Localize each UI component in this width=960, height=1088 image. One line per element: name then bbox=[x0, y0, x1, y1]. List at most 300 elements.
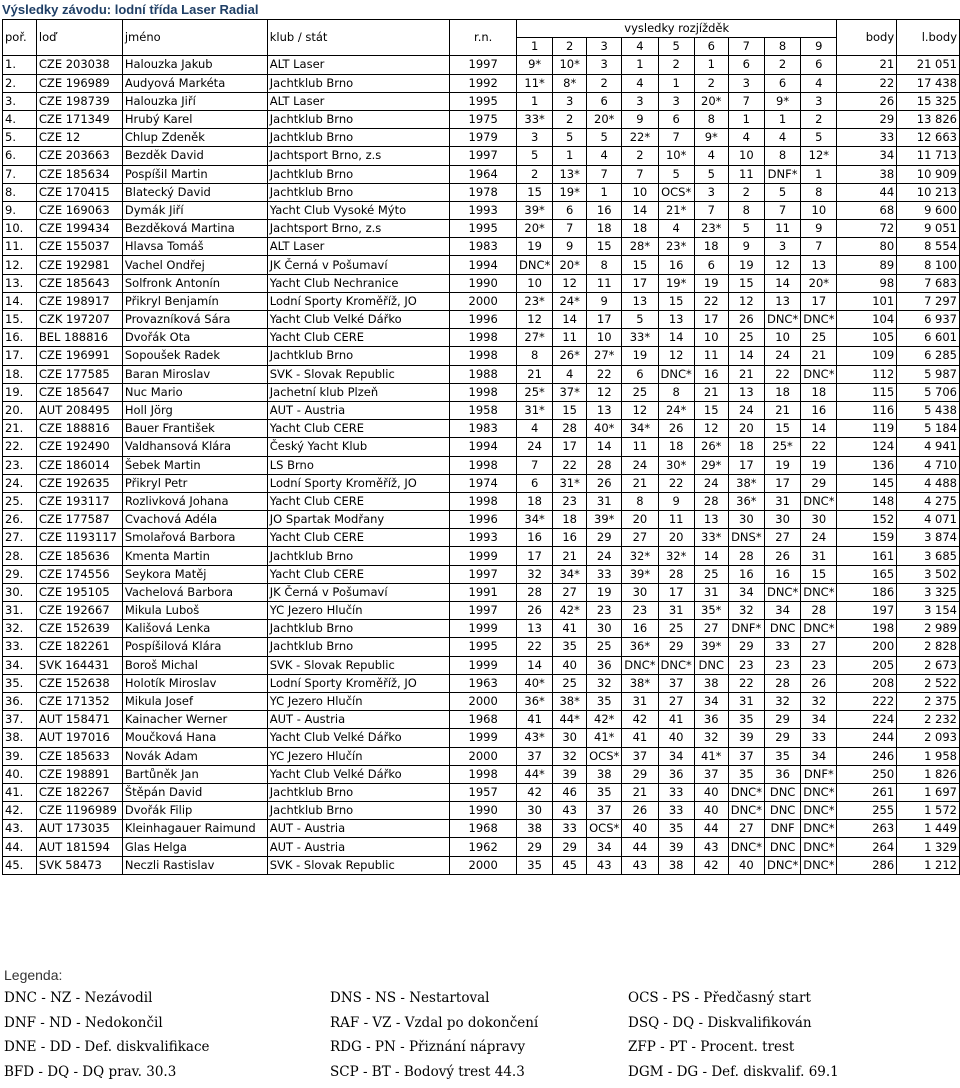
cell-lod: CZE 203038 bbox=[36, 56, 122, 74]
cell-race-6: 28 bbox=[694, 492, 728, 510]
cell-race-5: 19* bbox=[658, 274, 694, 292]
cell-race-4: 24 bbox=[622, 456, 658, 474]
cell-race-1: 27* bbox=[516, 329, 552, 347]
table-row bbox=[3, 602, 960, 620]
header-body: body bbox=[837, 20, 897, 56]
cell-race-2: 10* bbox=[553, 56, 587, 74]
cell-lbody: 3 154 bbox=[897, 602, 960, 620]
cell-rn: 1994 bbox=[450, 438, 517, 456]
cell-lod: CZE 185634 bbox=[36, 165, 122, 183]
cell-race-9: 28 bbox=[801, 602, 837, 620]
cell-race-5: 41 bbox=[658, 711, 694, 729]
cell-race-2: 40 bbox=[553, 656, 587, 674]
cell-lbody: 21 051 bbox=[897, 56, 960, 74]
cell-klub: Yacht Club CERE bbox=[267, 565, 450, 583]
cell-race-6: 41* bbox=[694, 747, 728, 765]
cell-race-8: 29 bbox=[764, 729, 800, 747]
cell-body: 116 bbox=[837, 401, 897, 419]
cell-race-8: DNC* bbox=[764, 583, 800, 601]
cell-race-6: 31 bbox=[694, 583, 728, 601]
cell-race-1: 16 bbox=[516, 529, 552, 547]
cell-race-4: 21 bbox=[622, 783, 658, 801]
cell-jmeno: Seykora Matěj bbox=[122, 565, 267, 583]
cell-race-7: 40 bbox=[728, 856, 764, 874]
cell-lbody: 6 285 bbox=[897, 347, 960, 365]
header-race-3: 3 bbox=[587, 38, 622, 56]
cell-lbody: 10 909 bbox=[897, 165, 960, 183]
cell-race-3: 14 bbox=[587, 438, 622, 456]
cell-race-5: 6 bbox=[658, 110, 694, 128]
cell-race-8: 3 bbox=[764, 238, 800, 256]
cell-race-7: 29 bbox=[728, 638, 764, 656]
results-table bbox=[2, 19, 960, 875]
cell-lod: CZE 203663 bbox=[36, 147, 122, 165]
cell-race-1: 32 bbox=[516, 565, 552, 583]
cell-lbody: 5 184 bbox=[897, 420, 960, 438]
cell-race-1: DNC* bbox=[516, 256, 552, 274]
legend-row bbox=[4, 1064, 954, 1088]
cell-body: 250 bbox=[837, 765, 897, 783]
cell-lbody: 5 706 bbox=[897, 383, 960, 401]
cell-jmeno: Solfronk Antonín bbox=[122, 274, 267, 292]
cell-race-3: 30 bbox=[587, 620, 622, 638]
cell-race-6: 38 bbox=[694, 674, 728, 692]
cell-race-3: 8 bbox=[587, 256, 622, 274]
cell-por: 25. bbox=[3, 492, 37, 510]
cell-lod: CZE 192667 bbox=[36, 602, 122, 620]
cell-race-7: 26 bbox=[728, 311, 764, 329]
cell-race-9: DNC* bbox=[801, 492, 837, 510]
cell-race-4: 20 bbox=[622, 511, 658, 529]
cell-race-1: 2 bbox=[516, 165, 552, 183]
cell-jmeno: Rozlivková Johana bbox=[122, 492, 267, 510]
cell-body: 29 bbox=[837, 110, 897, 128]
cell-klub: Yacht Club CERE bbox=[267, 420, 450, 438]
cell-race-7: 23 bbox=[728, 656, 764, 674]
cell-race-7: 8 bbox=[728, 201, 764, 219]
table-row bbox=[3, 838, 960, 856]
cell-race-7: 11 bbox=[728, 165, 764, 183]
cell-race-4: 29 bbox=[622, 765, 658, 783]
cell-race-3: 7 bbox=[587, 165, 622, 183]
table-row bbox=[3, 674, 960, 692]
cell-body: 145 bbox=[837, 474, 897, 492]
cell-race-2: 4 bbox=[553, 365, 587, 383]
cell-race-8: 1 bbox=[764, 110, 800, 128]
cell-race-5: 14 bbox=[658, 329, 694, 347]
cell-race-3: 3 bbox=[587, 56, 622, 74]
cell-jmeno: Novák Adam bbox=[122, 747, 267, 765]
cell-race-5: 5 bbox=[658, 165, 694, 183]
cell-lod: CZE 192635 bbox=[36, 474, 122, 492]
cell-race-3: 13 bbox=[587, 401, 622, 419]
cell-lbody: 4 941 bbox=[897, 438, 960, 456]
cell-race-4: DNC* bbox=[622, 656, 658, 674]
cell-race-5: 28 bbox=[658, 565, 694, 583]
header-lbody: l.body bbox=[897, 20, 960, 56]
cell-race-8: 19 bbox=[764, 456, 800, 474]
cell-race-4: 21 bbox=[622, 474, 658, 492]
table-row bbox=[3, 511, 960, 529]
cell-body: 186 bbox=[837, 583, 897, 601]
cell-race-3: 12 bbox=[587, 383, 622, 401]
table-row bbox=[3, 656, 960, 674]
cell-race-6: 17 bbox=[694, 311, 728, 329]
cell-por: 5. bbox=[3, 129, 37, 147]
cell-lod: CZE 1193117 bbox=[36, 529, 122, 547]
cell-race-5: 37 bbox=[658, 674, 694, 692]
cell-race-7: 3 bbox=[728, 74, 764, 92]
legend-row bbox=[4, 1015, 954, 1040]
cell-race-9: DNC* bbox=[801, 856, 837, 874]
cell-jmeno: Boroš Michal bbox=[122, 656, 267, 674]
cell-race-1: 1 bbox=[516, 92, 552, 110]
cell-lod: CZE 174556 bbox=[36, 565, 122, 583]
cell-klub: Yacht Club Velké Dářko bbox=[267, 729, 450, 747]
cell-klub: Jachtklub Brno bbox=[267, 165, 450, 183]
cell-por: 11. bbox=[3, 238, 37, 256]
cell-body: 246 bbox=[837, 747, 897, 765]
cell-lod: CZE 177587 bbox=[36, 511, 122, 529]
cell-lod: CZE 185633 bbox=[36, 747, 122, 765]
cell-rn: 1974 bbox=[450, 474, 517, 492]
cell-race-7: 12 bbox=[728, 292, 764, 310]
header-jmeno: jméno bbox=[122, 20, 267, 56]
cell-race-7: 2 bbox=[728, 183, 764, 201]
cell-race-8: 24 bbox=[764, 347, 800, 365]
cell-race-8: 12 bbox=[764, 256, 800, 274]
cell-race-4: 8 bbox=[622, 492, 658, 510]
cell-rn: 1999 bbox=[450, 656, 517, 674]
cell-race-6: 2 bbox=[694, 74, 728, 92]
cell-lbody: 6 937 bbox=[897, 311, 960, 329]
cell-por: 41. bbox=[3, 783, 37, 801]
cell-lod: CZE 198739 bbox=[36, 92, 122, 110]
cell-race-8: 7 bbox=[764, 201, 800, 219]
cell-klub: Jachtklub Brno bbox=[267, 129, 450, 147]
cell-race-4: 40 bbox=[622, 820, 658, 838]
cell-race-6: 6 bbox=[694, 256, 728, 274]
cell-race-4: 31 bbox=[622, 692, 658, 710]
cell-lod: AUT 158471 bbox=[36, 711, 122, 729]
cell-race-1: 37 bbox=[516, 747, 552, 765]
cell-race-9: 5 bbox=[801, 129, 837, 147]
cell-race-9: DNC* bbox=[801, 620, 837, 638]
cell-race-4: 1 bbox=[622, 56, 658, 74]
cell-rn: 1995 bbox=[450, 220, 517, 238]
cell-race-3: 36 bbox=[587, 656, 622, 674]
cell-race-9: 27 bbox=[801, 638, 837, 656]
cell-race-9: 3 bbox=[801, 92, 837, 110]
cell-race-4: 32* bbox=[622, 547, 658, 565]
cell-body: 115 bbox=[837, 383, 897, 401]
cell-body: 101 bbox=[837, 292, 897, 310]
cell-rn: 1990 bbox=[450, 802, 517, 820]
cell-rn: 1997 bbox=[450, 56, 517, 74]
cell-por: 37. bbox=[3, 711, 37, 729]
cell-rn: 1998 bbox=[450, 456, 517, 474]
cell-body: 72 bbox=[837, 220, 897, 238]
cell-race-3: 25 bbox=[587, 638, 622, 656]
cell-por: 29. bbox=[3, 565, 37, 583]
cell-race-8: 31 bbox=[764, 492, 800, 510]
cell-jmeno: Glas Helga bbox=[122, 838, 267, 856]
cell-race-6: 35* bbox=[694, 602, 728, 620]
cell-race-2: 19* bbox=[553, 183, 587, 201]
cell-race-9: 16 bbox=[801, 401, 837, 419]
cell-klub: Jachtklub Brno bbox=[267, 110, 450, 128]
table-row bbox=[3, 74, 960, 92]
cell-lod: CZE 185643 bbox=[36, 274, 122, 292]
cell-klub: Yacht Club CERE bbox=[267, 492, 450, 510]
cell-race-8: 16 bbox=[764, 565, 800, 583]
cell-rn: 1997 bbox=[450, 147, 517, 165]
cell-jmeno: Šebek Martin bbox=[122, 456, 267, 474]
cell-race-6: 10 bbox=[694, 329, 728, 347]
cell-race-5: DNC* bbox=[658, 656, 694, 674]
cell-por: 23. bbox=[3, 456, 37, 474]
cell-race-8: 28 bbox=[764, 674, 800, 692]
cell-race-2: 20* bbox=[553, 256, 587, 274]
cell-por: 17. bbox=[3, 347, 37, 365]
cell-race-8: 23 bbox=[764, 656, 800, 674]
cell-race-5: 39 bbox=[658, 838, 694, 856]
cell-race-6: 25 bbox=[694, 565, 728, 583]
cell-race-1: 4 bbox=[516, 420, 552, 438]
cell-race-1: 30 bbox=[516, 802, 552, 820]
cell-race-8: 5 bbox=[764, 183, 800, 201]
cell-race-9: 20* bbox=[801, 274, 837, 292]
cell-por: 34. bbox=[3, 656, 37, 674]
cell-race-2: 34* bbox=[553, 565, 587, 583]
header-lod: loď bbox=[36, 20, 122, 56]
cell-race-3: 40* bbox=[587, 420, 622, 438]
cell-por: 30. bbox=[3, 583, 37, 601]
cell-race-3: 39* bbox=[587, 511, 622, 529]
table-row bbox=[3, 147, 960, 165]
cell-klub: YC Jezero Hlučín bbox=[267, 747, 450, 765]
cell-body: 89 bbox=[837, 256, 897, 274]
cell-race-7: DNS* bbox=[728, 529, 764, 547]
cell-klub: AUT - Austria bbox=[267, 838, 450, 856]
cell-klub: Yacht Club Velké Dářko bbox=[267, 765, 450, 783]
cell-race-1: 44* bbox=[516, 765, 552, 783]
cell-race-8: DNC* bbox=[764, 856, 800, 874]
cell-race-5: 17 bbox=[658, 583, 694, 601]
cell-race-5: 1 bbox=[658, 74, 694, 92]
cell-race-6: 9* bbox=[694, 129, 728, 147]
cell-race-7: 34 bbox=[728, 583, 764, 601]
cell-rn: 1979 bbox=[450, 129, 517, 147]
cell-race-5: 33 bbox=[658, 783, 694, 801]
cell-race-6: 36 bbox=[694, 711, 728, 729]
cell-klub: Yacht Club CERE bbox=[267, 329, 450, 347]
cell-rn: 1964 bbox=[450, 165, 517, 183]
cell-klub: SVK - Slovak Republic bbox=[267, 656, 450, 674]
cell-lbody: 1 449 bbox=[897, 820, 960, 838]
table-row bbox=[3, 311, 960, 329]
cell-race-2: 29 bbox=[553, 838, 587, 856]
cell-rn: 1957 bbox=[450, 783, 517, 801]
cell-race-5: 11 bbox=[658, 511, 694, 529]
cell-race-2: 7 bbox=[553, 220, 587, 238]
cell-jmeno: Mikula Luboš bbox=[122, 602, 267, 620]
cell-race-2: 27 bbox=[553, 583, 587, 601]
cell-por: 43. bbox=[3, 820, 37, 838]
cell-lod: CZE 182261 bbox=[36, 638, 122, 656]
cell-por: 33. bbox=[3, 638, 37, 656]
cell-race-9: 7 bbox=[801, 238, 837, 256]
table-row bbox=[3, 711, 960, 729]
cell-por: 1. bbox=[3, 56, 37, 74]
cell-jmeno: Vachelová Barbora bbox=[122, 583, 267, 601]
cell-klub: Yacht Club Vysoké Mýto bbox=[267, 201, 450, 219]
cell-race-3: 26 bbox=[587, 474, 622, 492]
cell-por: 10. bbox=[3, 220, 37, 238]
cell-jmeno: Štěpán David bbox=[122, 783, 267, 801]
cell-race-2: 23 bbox=[553, 492, 587, 510]
cell-race-8: 4 bbox=[764, 129, 800, 147]
cell-race-1: 39* bbox=[516, 201, 552, 219]
cell-race-3: 2 bbox=[587, 74, 622, 92]
header-rn: r.n. bbox=[450, 20, 517, 56]
cell-por: 18. bbox=[3, 365, 37, 383]
cell-jmeno: Baran Miroslav bbox=[122, 365, 267, 383]
legend-item: RAF - VZ - Vzdal po dokončení bbox=[330, 1015, 628, 1040]
cell-race-8: 35 bbox=[764, 747, 800, 765]
cell-race-3: OCS* bbox=[587, 820, 622, 838]
cell-race-1: 20* bbox=[516, 220, 552, 238]
cell-race-9: 2 bbox=[801, 110, 837, 128]
cell-race-9: 34 bbox=[801, 747, 837, 765]
cell-race-7: 9 bbox=[728, 238, 764, 256]
cell-race-9: 26 bbox=[801, 674, 837, 692]
cell-rn: 1978 bbox=[450, 183, 517, 201]
legend-title: Legenda: bbox=[4, 967, 954, 983]
cell-race-2: 38* bbox=[553, 692, 587, 710]
cell-lod: CZE 1196989 bbox=[36, 802, 122, 820]
cell-race-4: 4 bbox=[622, 74, 658, 92]
cell-race-3: 42* bbox=[587, 711, 622, 729]
cell-klub: JK Černá v Pošumaví bbox=[267, 583, 450, 601]
cell-race-1: 7 bbox=[516, 456, 552, 474]
cell-race-2: 31* bbox=[553, 474, 587, 492]
cell-body: 286 bbox=[837, 856, 897, 874]
cell-race-1: 12 bbox=[516, 311, 552, 329]
cell-race-1: 6 bbox=[516, 474, 552, 492]
cell-rn: 1990 bbox=[450, 274, 517, 292]
table-row bbox=[3, 638, 960, 656]
table-row bbox=[3, 347, 960, 365]
cell-lbody: 1 826 bbox=[897, 765, 960, 783]
cell-por: 40. bbox=[3, 765, 37, 783]
cell-jmeno: Cvachová Adéla bbox=[122, 511, 267, 529]
cell-race-5: 21* bbox=[658, 201, 694, 219]
cell-por: 42. bbox=[3, 802, 37, 820]
cell-race-7: 21 bbox=[728, 365, 764, 383]
cell-race-6: 23* bbox=[694, 220, 728, 238]
cell-klub: ALT Laser bbox=[267, 92, 450, 110]
cell-lod: CZE 185636 bbox=[36, 547, 122, 565]
cell-jmeno: Sopoušek Radek bbox=[122, 347, 267, 365]
legend-item: DNF - ND - Nedokončil bbox=[4, 1015, 330, 1040]
cell-rn: 1992 bbox=[450, 74, 517, 92]
table-row bbox=[3, 820, 960, 838]
cell-lod: CZE 188816 bbox=[36, 420, 122, 438]
cell-race-9: 13 bbox=[801, 256, 837, 274]
cell-race-3: 16 bbox=[587, 201, 622, 219]
cell-race-2: 42* bbox=[553, 602, 587, 620]
cell-race-9: DNC* bbox=[801, 838, 837, 856]
cell-por: 26. bbox=[3, 511, 37, 529]
cell-klub: Lodní Sporty Kroměříž, JO bbox=[267, 292, 450, 310]
cell-race-1: 25* bbox=[516, 383, 552, 401]
cell-body: 34 bbox=[837, 147, 897, 165]
cell-lbody: 3 874 bbox=[897, 529, 960, 547]
cell-body: 119 bbox=[837, 420, 897, 438]
cell-race-2: 41 bbox=[553, 620, 587, 638]
cell-lbody: 1 958 bbox=[897, 747, 960, 765]
table-row bbox=[3, 692, 960, 710]
cell-race-4: 13 bbox=[622, 292, 658, 310]
cell-por: 14. bbox=[3, 292, 37, 310]
cell-klub: SVK - Slovak Republic bbox=[267, 856, 450, 874]
cell-race-5: 7 bbox=[658, 129, 694, 147]
cell-race-8: 9* bbox=[764, 92, 800, 110]
cell-rn: 1998 bbox=[450, 329, 517, 347]
cell-lbody: 4 710 bbox=[897, 456, 960, 474]
cell-race-1: 18 bbox=[516, 492, 552, 510]
cell-lbody: 7 297 bbox=[897, 292, 960, 310]
page-title: Výsledky závodu: lodní třída Laser Radial bbox=[2, 0, 258, 19]
cell-body: 261 bbox=[837, 783, 897, 801]
cell-race-2: 11 bbox=[553, 329, 587, 347]
cell-lbody: 5 987 bbox=[897, 365, 960, 383]
cell-race-4: 25 bbox=[622, 383, 658, 401]
cell-race-6: 16 bbox=[694, 365, 728, 383]
cell-race-5: 4 bbox=[658, 220, 694, 238]
cell-rn: 1983 bbox=[450, 238, 517, 256]
cell-klub: ALT Laser bbox=[267, 56, 450, 74]
cell-race-2: 5 bbox=[553, 129, 587, 147]
cell-race-7: 6 bbox=[728, 56, 764, 74]
cell-race-1: 28 bbox=[516, 583, 552, 601]
cell-race-5: 33 bbox=[658, 802, 694, 820]
legend-item: OCS - PS - Předčasný start bbox=[628, 990, 948, 1015]
cell-lbody: 2 989 bbox=[897, 620, 960, 638]
cell-por: 12. bbox=[3, 256, 37, 274]
cell-jmeno: Holotík Miroslav bbox=[122, 674, 267, 692]
cell-race-3: 15 bbox=[587, 238, 622, 256]
cell-jmeno: Hlavsa Tomáš bbox=[122, 238, 267, 256]
table-row bbox=[3, 729, 960, 747]
cell-race-5: 25 bbox=[658, 620, 694, 638]
cell-lbody: 3 325 bbox=[897, 583, 960, 601]
table-row bbox=[3, 620, 960, 638]
cell-race-1: 3 bbox=[516, 129, 552, 147]
cell-lod: SVK 58473 bbox=[36, 856, 122, 874]
cell-lod: CZE 155037 bbox=[36, 238, 122, 256]
cell-race-2: 17 bbox=[553, 438, 587, 456]
cell-rn: 1988 bbox=[450, 365, 517, 383]
cell-race-4: 39* bbox=[622, 565, 658, 583]
cell-race-1: 42 bbox=[516, 783, 552, 801]
cell-body: 124 bbox=[837, 438, 897, 456]
cell-race-7: DNC* bbox=[728, 838, 764, 856]
cell-race-8: 22 bbox=[764, 365, 800, 383]
table-row bbox=[3, 438, 960, 456]
cell-race-8: 8 bbox=[764, 147, 800, 165]
